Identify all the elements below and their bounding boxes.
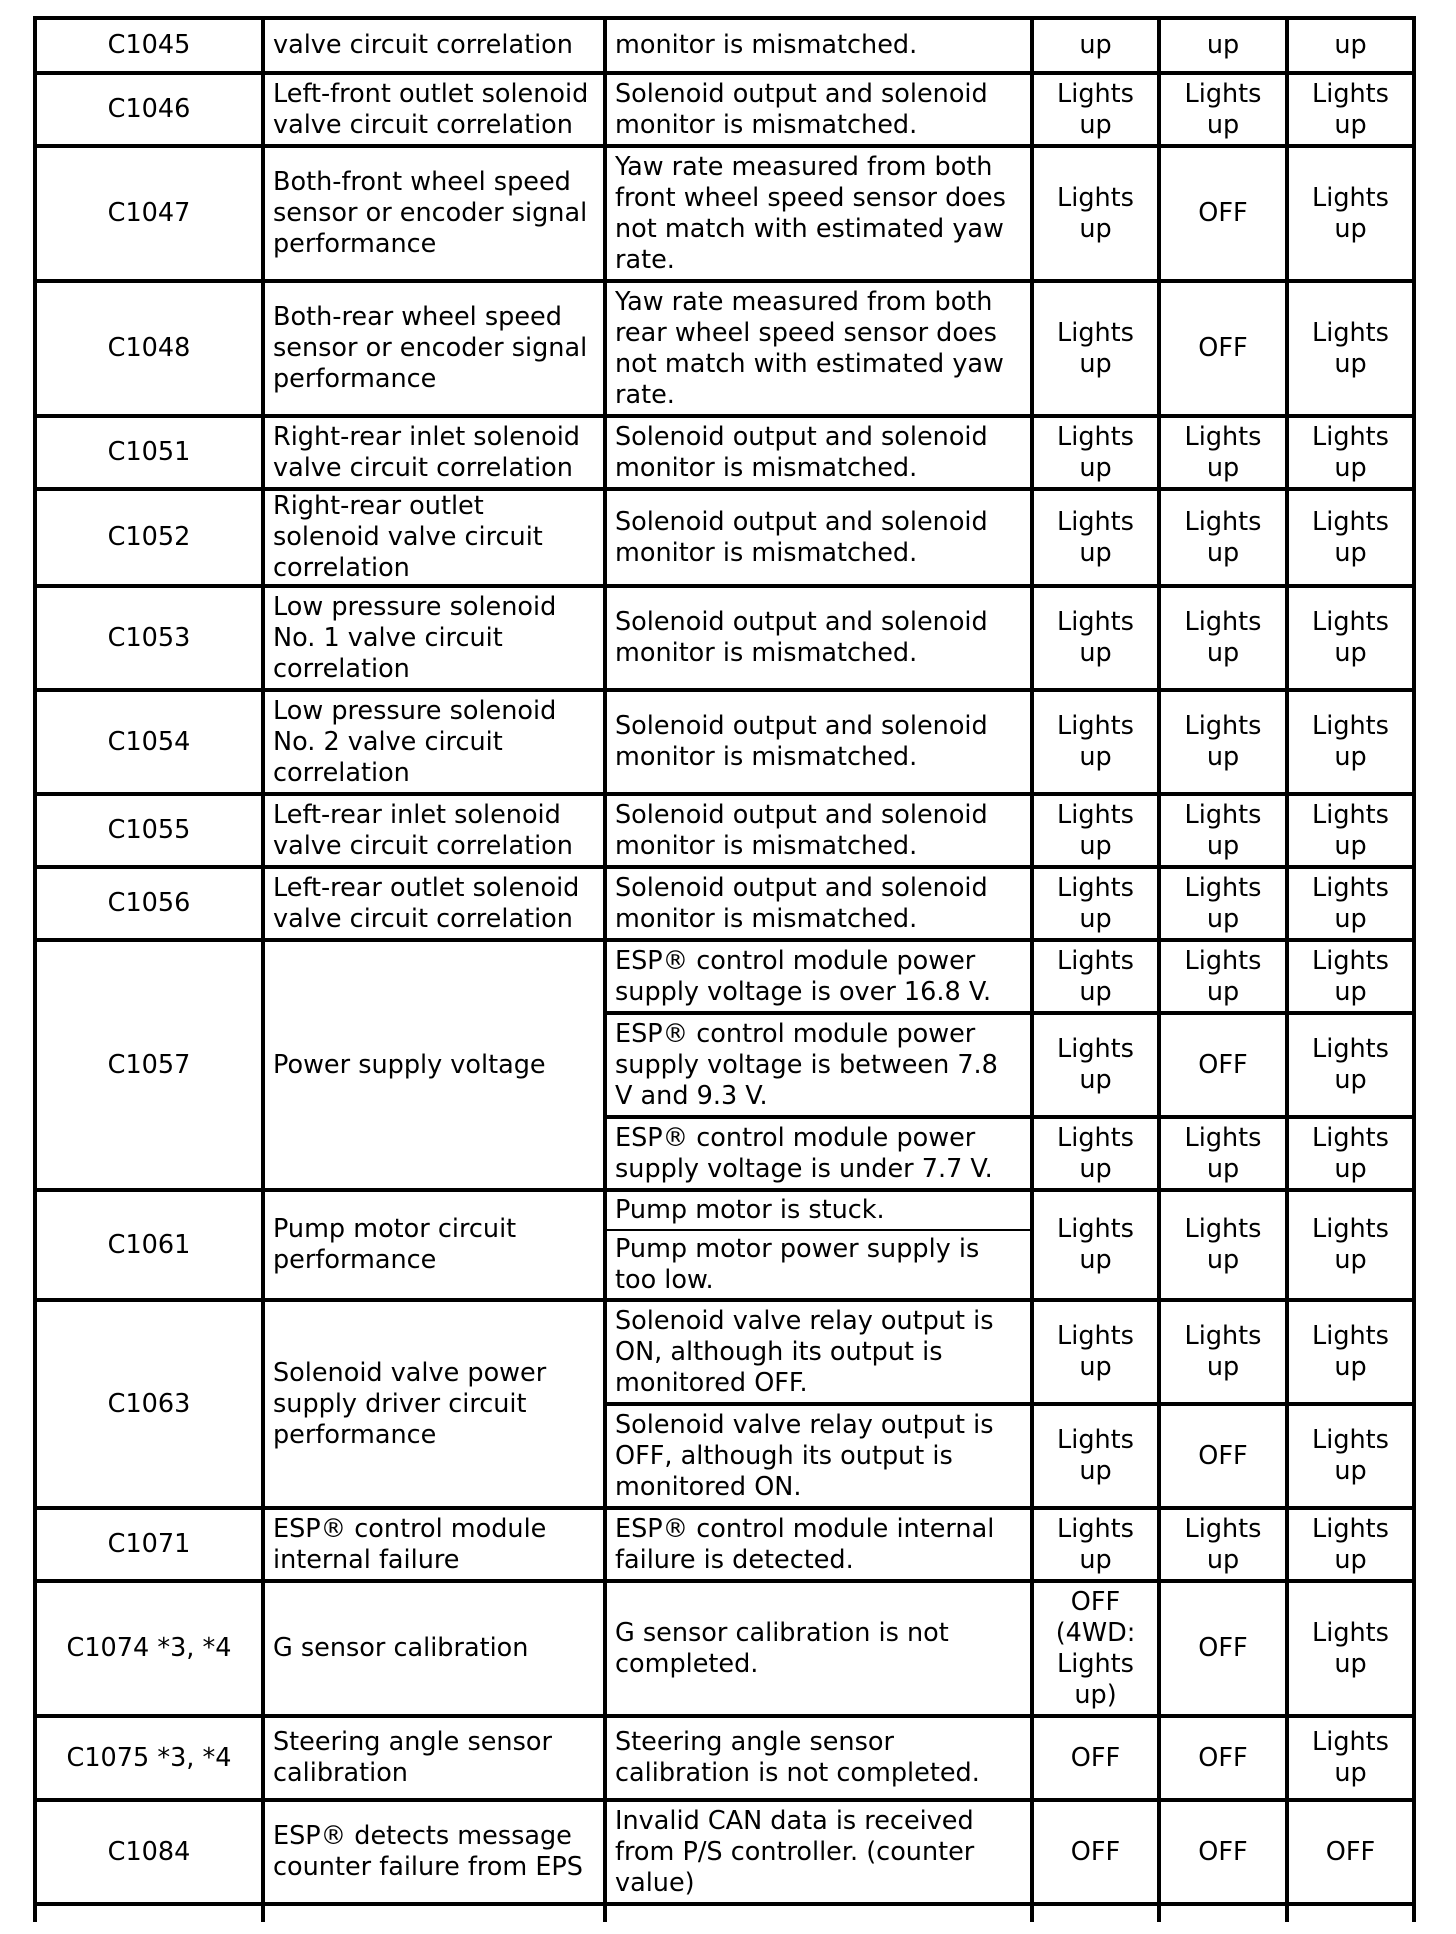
detection-condition: Solenoid output and solenoid monitor is mismatched. (605, 416, 1032, 489)
dtc-code: C1084 (35, 1800, 263, 1904)
warning-light-3: Lights up (1287, 794, 1414, 867)
warning-light-2: Lights up (1159, 489, 1287, 586)
detected-item: G sensor calibration (263, 1581, 605, 1716)
warning-light-1: OFF (1032, 1800, 1159, 1904)
warning-light-2: OFF (1159, 146, 1287, 281)
warning-light-1: OFF (4WD: Lights up) (1032, 1581, 1159, 1716)
warning-light-3: Lights up (1287, 1716, 1414, 1800)
table-row (35, 1190, 1414, 1230)
detected-item: Pump motor circuit performance (263, 1190, 605, 1300)
detected-item: Right-rear inlet solenoid valve circuit correlation (263, 416, 605, 489)
dtc-code: C1045 (35, 18, 263, 73)
table-row (35, 489, 1414, 586)
detection-condition: Yaw rate measured from both rear wheel speed sensor does not match with estimated yaw rate. (605, 281, 1032, 416)
table-row (35, 1716, 1414, 1800)
warning-light-2: Lights up (1159, 794, 1287, 867)
warning-light-2: OFF (1159, 1581, 1287, 1716)
dtc-code: C1063 (35, 1300, 263, 1508)
detected-item: Both-front wheel speed sensor or encoder signal performance (263, 146, 605, 281)
dtc-code: C1055 (35, 794, 263, 867)
detection-condition: ESP® control module internal failure is detected. (605, 1508, 1032, 1581)
warning-light-2: up (1159, 18, 1287, 73)
dtc-code: C1053 (35, 586, 263, 690)
warning-light-3: up (1287, 18, 1414, 73)
warning-light-2: OFF (1159, 1800, 1287, 1904)
table-row (35, 690, 1414, 794)
dtc-code: C1052 (35, 489, 263, 586)
dtc-code: C1074 *3, *4 (35, 1581, 263, 1716)
detection-condition: Solenoid output and solenoid monitor is mismatched. (605, 586, 1032, 690)
detected-item: ESP® detects message counter failure from EPS (263, 1800, 605, 1904)
table-row (35, 1581, 1414, 1716)
detection-condition: Invalid CAN data is received from P/S controller. (counter value) (605, 1800, 1032, 1904)
warning-light-1: Lights up (1032, 416, 1159, 489)
warning-light-1: Lights up (1032, 73, 1159, 146)
detected-item: Power supply voltage (263, 940, 605, 1190)
table-row (35, 940, 1414, 1013)
warning-light-1: Lights up (1032, 586, 1159, 690)
warning-light-3: Lights up (1287, 281, 1414, 416)
detected-item: ESP® control module internal failure (263, 1508, 605, 1581)
table-row (35, 1508, 1414, 1581)
warning-light-2: Lights up (1159, 1300, 1287, 1404)
warning-light-2: Lights up (1159, 586, 1287, 690)
warning-light-2: OFF (1159, 281, 1287, 416)
warning-light-3: Lights up (1287, 416, 1414, 489)
dtc-code: C1048 (35, 281, 263, 416)
dtc-code: C1047 (35, 146, 263, 281)
detection-condition: Solenoid valve relay output is OFF, although its output is monitored ON. (605, 1404, 1032, 1508)
dtc-code: C1051 (35, 416, 263, 489)
detection-condition: ESP® control module power supply voltage is over 16.8 V. (605, 940, 1032, 1013)
dtc-code: C1056 (35, 867, 263, 940)
warning-light-3: Lights up (1287, 690, 1414, 794)
warning-light-1: Lights up (1032, 794, 1159, 867)
detected-item: valve circuit correlation (263, 18, 605, 73)
detection-condition: Yaw rate measured from both front wheel speed sensor does not match with estimated yaw rate. (605, 146, 1032, 281)
warning-light-1: Lights up (1032, 1508, 1159, 1581)
detected-item: Steering angle sensor calibration (263, 1716, 605, 1800)
warning-light-1: Lights up (1032, 1300, 1159, 1404)
warning-light-1: Lights up (1032, 867, 1159, 940)
warning-light-2: Lights up (1159, 1190, 1287, 1300)
warning-light-1: Lights up (1032, 1117, 1159, 1190)
detection-condition: Solenoid output and solenoid monitor is mismatched. (605, 489, 1032, 586)
warning-light-3: Lights up (1287, 1581, 1414, 1716)
dtc-table (33, 16, 1416, 1922)
detected-item: Low pressure solenoid No. 1 valve circuit correlation (263, 586, 605, 690)
detection-condition: G sensor calibration is not completed. (605, 1581, 1032, 1716)
warning-light-3: Lights up (1287, 1117, 1414, 1190)
detection-condition: ESP® control module power supply voltage is between 7.8 V and 9.3 V. (605, 1013, 1032, 1117)
table-row (35, 73, 1414, 146)
dtc-code: C1071 (35, 1508, 263, 1581)
detected-item: Left-rear inlet solenoid valve circuit correlation (263, 794, 605, 867)
warning-light-2: OFF (1159, 1404, 1287, 1508)
warning-light-3: Lights up (1287, 586, 1414, 690)
warning-light-3: Lights up (1287, 940, 1414, 1013)
detected-item: Left-front outlet solenoid valve circuit correlation (263, 73, 605, 146)
warning-light-2: OFF (1159, 1716, 1287, 1800)
warning-light-1: Lights up (1032, 690, 1159, 794)
warning-light-1: Lights up (1032, 940, 1159, 1013)
table-row (35, 18, 1414, 73)
warning-light-2: Lights up (1159, 1508, 1287, 1581)
dtc-code: C1075 *3, *4 (35, 1716, 263, 1800)
dtc-code: C1046 (35, 73, 263, 146)
detected-item: Low pressure solenoid No. 2 valve circuit correlation (263, 690, 605, 794)
detected-item: Solenoid valve power supply driver circuit performance (263, 1300, 605, 1508)
detection-condition: Solenoid valve relay output is ON, although its output is monitored OFF. (605, 1300, 1032, 1404)
table-row (35, 867, 1414, 940)
table-row (35, 794, 1414, 867)
warning-light-1: Lights up (1032, 1013, 1159, 1117)
dtc-code: C1061 (35, 1190, 263, 1300)
detection-condition: Solenoid output and solenoid monitor is mismatched. (605, 867, 1032, 940)
warning-light-2: Lights up (1159, 73, 1287, 146)
dtc-code: C1057 (35, 940, 263, 1190)
detection-condition: Solenoid output and solenoid monitor is mismatched. (605, 690, 1032, 794)
table-row (35, 586, 1414, 690)
table-row (35, 281, 1414, 416)
detection-condition: Solenoid output and solenoid monitor is mismatched. (605, 73, 1032, 146)
table-row (35, 146, 1414, 281)
warning-light-2: Lights up (1159, 416, 1287, 489)
warning-light-3: Lights up (1287, 1190, 1414, 1300)
warning-light-1: Lights up (1032, 1404, 1159, 1508)
warning-light-1: up (1032, 18, 1159, 73)
warning-light-2: Lights up (1159, 1117, 1287, 1190)
warning-light-3: Lights up (1287, 1404, 1414, 1508)
warning-light-1: OFF (1032, 1716, 1159, 1800)
warning-light-3: Lights up (1287, 73, 1414, 146)
warning-light-2: Lights up (1159, 690, 1287, 794)
warning-light-3: Lights up (1287, 146, 1414, 281)
detection-condition: Pump motor power supply is too low. (605, 1230, 1032, 1300)
warning-light-3: OFF (1287, 1800, 1414, 1904)
warning-light-3: Lights up (1287, 489, 1414, 586)
warning-light-3: Lights up (1287, 1013, 1414, 1117)
detection-condition: Solenoid output and solenoid monitor is mismatched. (605, 794, 1032, 867)
warning-light-2: OFF (1159, 1013, 1287, 1117)
table-row (35, 1300, 1414, 1404)
detected-item: Right-rear outlet solenoid valve circuit correlation (263, 489, 605, 586)
detection-condition: Pump motor is stuck. (605, 1190, 1032, 1230)
detection-condition: Steering angle sensor calibration is not completed. (605, 1716, 1032, 1800)
detection-condition: ESP® control module power supply voltage is under 7.7 V. (605, 1117, 1032, 1190)
warning-light-2: Lights up (1159, 940, 1287, 1013)
warning-light-3: Lights up (1287, 867, 1414, 940)
warning-light-1: Lights up (1032, 281, 1159, 416)
table-row (35, 416, 1414, 489)
warning-light-3: Lights up (1287, 1300, 1414, 1404)
warning-light-1: Lights up (1032, 489, 1159, 586)
warning-light-1: Lights up (1032, 146, 1159, 281)
table-row-continuation (35, 1904, 1414, 1922)
detection-condition: monitor is mismatched. (605, 18, 1032, 73)
detected-item: Left-rear outlet solenoid valve circuit correlation (263, 867, 605, 940)
dtc-code: C1054 (35, 690, 263, 794)
detected-item: Both-rear wheel speed sensor or encoder signal performance (263, 281, 605, 416)
warning-light-3: Lights up (1287, 1508, 1414, 1581)
warning-light-2: Lights up (1159, 867, 1287, 940)
table-row (35, 1800, 1414, 1904)
warning-light-1: Lights up (1032, 1190, 1159, 1300)
